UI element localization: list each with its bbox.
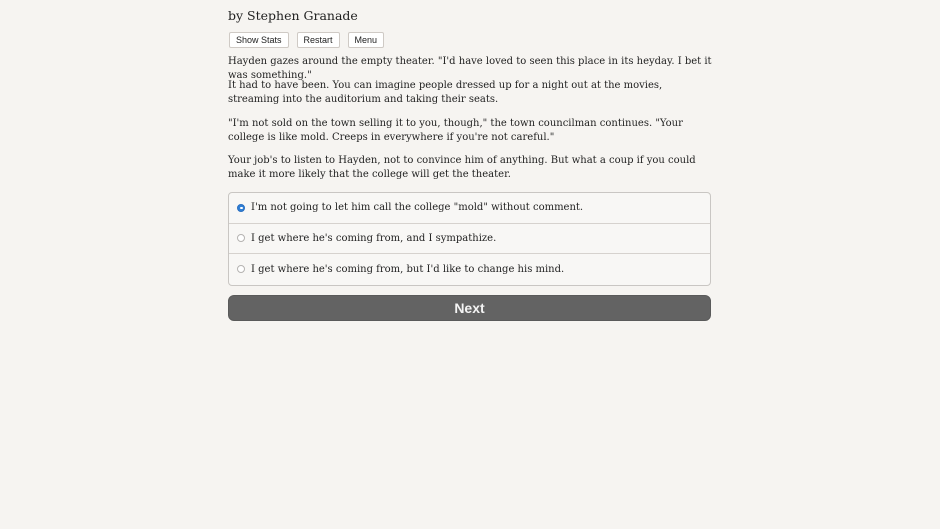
choice-option[interactable] [229,193,710,224]
choice-list [228,192,711,286]
toolbar [229,32,384,48]
choice-option[interactable] [229,254,710,285]
choice-label: I get where he's coming from, but I'd like to change his mind. [251,263,565,275]
restart-button[interactable]: Restart [297,32,340,48]
story-paragraph: Hayden gazes around the empty theater. "I'd have loved to seen this place in its heyday. I bet it was something." [228,56,712,81]
menu-button[interactable]: Menu [348,32,385,48]
show-stats-button[interactable]: Show Stats [229,32,289,48]
radio-unselected-icon[interactable] [237,265,245,273]
author-byline: by Stephen Granade [228,8,358,23]
choice-label: I'm not going to let him call the college "mold" without comment. [251,202,584,214]
radio-selected-icon[interactable] [237,204,245,212]
next-button[interactable]: Next [228,295,711,321]
radio-unselected-icon[interactable] [237,234,245,242]
story-paragraph: Your job's to listen to Hayden, not to convince him of anything. But what a coup if you could make it more likely that the college will get the theater. [228,155,696,180]
choice-option[interactable] [229,224,710,255]
story-paragraph: "I'm not sold on the town selling it to you, though," the town councilman continues. "Your college is like mold. Creeps in everywhere if you're not careful." [228,118,683,143]
choice-label: I get where he's coming from, and I sympathize. [251,232,497,244]
story-paragraph: It had to have been. You can imagine people dressed up for a night out at the movies, streaming into the auditorium and taking their seats. [228,80,663,105]
